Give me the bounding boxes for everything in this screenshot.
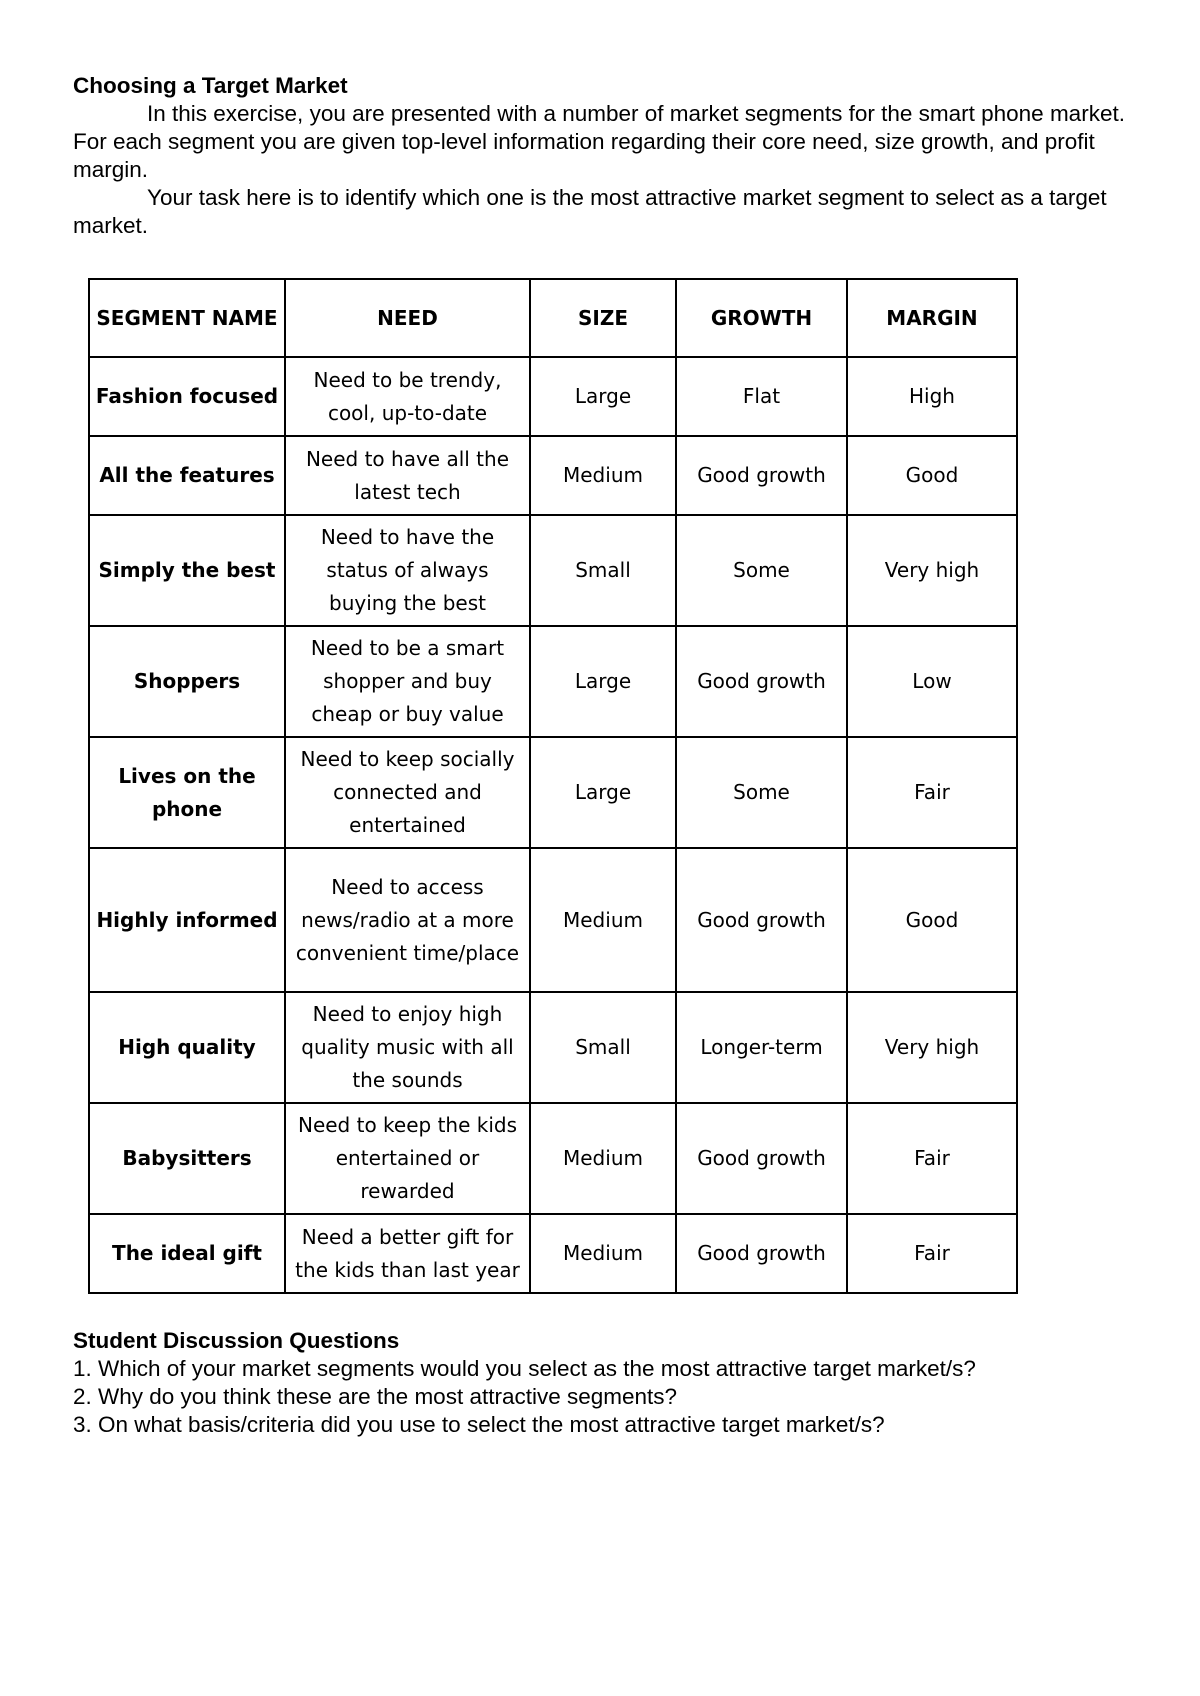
- growth-cell: Good growth: [676, 1214, 847, 1293]
- need-cell: Need to be trendy, cool, up-to-date: [285, 357, 530, 436]
- growth-cell: Some: [676, 737, 847, 848]
- margin-cell: Fair: [847, 1214, 1017, 1293]
- size-cell: Large: [530, 626, 676, 737]
- table-header-row: [89, 279, 1017, 357]
- table-row: [89, 436, 1017, 515]
- segment-name-cell: High quality: [89, 992, 285, 1103]
- size-cell: Medium: [530, 1103, 676, 1214]
- segment-name-cell: The ideal gift: [89, 1214, 285, 1293]
- margin-cell: Low: [847, 626, 1017, 737]
- size-cell: Large: [530, 737, 676, 848]
- size-cell: Small: [530, 992, 676, 1103]
- growth-cell: Good growth: [676, 626, 847, 737]
- page-title: Choosing a Target Market: [73, 73, 348, 98]
- margin-cell: Very high: [847, 515, 1017, 626]
- table-row: [89, 1214, 1017, 1293]
- intro-paragraph-2: [73, 184, 1133, 240]
- questions-list: [73, 1355, 1133, 1439]
- table-row: [89, 357, 1017, 436]
- segments-table: [88, 278, 1018, 1294]
- growth-cell: Good growth: [676, 1103, 847, 1214]
- header-size: SIZE: [530, 279, 676, 357]
- growth-cell: Good growth: [676, 848, 847, 992]
- header-need: NEED: [285, 279, 530, 357]
- questions-title: Student Discussion Questions: [73, 1328, 400, 1353]
- growth-cell: Good growth: [676, 436, 847, 515]
- intro-paragraph-1-text: In this exercise, you are presented with a number of market segments for the smart phone market. For each segment you are given top-level information regarding their core need, size growth, and profit margin.: [73, 101, 1125, 182]
- header-margin: MARGIN: [847, 279, 1017, 357]
- margin-cell: Good: [847, 848, 1017, 992]
- growth-cell: Longer-term: [676, 992, 847, 1103]
- size-cell: Large: [530, 357, 676, 436]
- need-cell: Need to have all the latest tech: [285, 436, 530, 515]
- need-cell: Need to keep socially connected and entertained: [285, 737, 530, 848]
- table-row: [89, 992, 1017, 1103]
- need-cell: Need to access news/radio at a more convenient time/place: [285, 848, 530, 992]
- table-row: [89, 626, 1017, 737]
- segment-name-cell: Shoppers: [89, 626, 285, 737]
- need-cell: Need to enjoy high quality music with all the sounds: [285, 992, 530, 1103]
- margin-cell: Fair: [847, 1103, 1017, 1214]
- segment-name-cell: Fashion focused: [89, 357, 285, 436]
- need-cell: Need to be a smart shopper and buy cheap or buy value: [285, 626, 530, 737]
- margin-cell: Fair: [847, 737, 1017, 848]
- intro-section: [73, 72, 1133, 240]
- table-row: [89, 1103, 1017, 1214]
- growth-cell: Some: [676, 515, 847, 626]
- need-cell: Need to keep the kids entertained or rewarded: [285, 1103, 530, 1214]
- header-growth: GROWTH: [676, 279, 847, 357]
- segment-name-cell: Highly informed: [89, 848, 285, 992]
- table-row: [89, 848, 1017, 992]
- header-segment-name: SEGMENT NAME: [89, 279, 285, 357]
- question-item: 2. Why do you think these are the most attractive segments?: [73, 1384, 678, 1409]
- segment-name-cell: Babysitters: [89, 1103, 285, 1214]
- size-cell: Medium: [530, 436, 676, 515]
- segment-name-cell: Lives on the phone: [89, 737, 285, 848]
- segment-name-cell: All the features: [89, 436, 285, 515]
- intro-paragraph-1: [73, 100, 1133, 184]
- margin-cell: Very high: [847, 992, 1017, 1103]
- size-cell: Medium: [530, 1214, 676, 1293]
- question-item: 1. Which of your market segments would you select as the most attractive target market/s?: [73, 1356, 976, 1381]
- margin-cell: High: [847, 357, 1017, 436]
- need-cell: Need a better gift for the kids than last year: [285, 1214, 530, 1293]
- question-item: 3. On what basis/criteria did you use to select the most attractive target market/s?: [73, 1412, 885, 1437]
- table-row: [89, 737, 1017, 848]
- margin-cell: Good: [847, 436, 1017, 515]
- intro-paragraph-2-text: Your task here is to identify which one is the most attractive market segment to select as a target market.: [73, 185, 1107, 238]
- size-cell: Small: [530, 515, 676, 626]
- discussion-questions-section: [73, 1327, 1133, 1439]
- need-cell: Need to have the status of always buying the best: [285, 515, 530, 626]
- segment-name-cell: Simply the best: [89, 515, 285, 626]
- size-cell: Medium: [530, 848, 676, 992]
- table-row: [89, 515, 1017, 626]
- growth-cell: Flat: [676, 357, 847, 436]
